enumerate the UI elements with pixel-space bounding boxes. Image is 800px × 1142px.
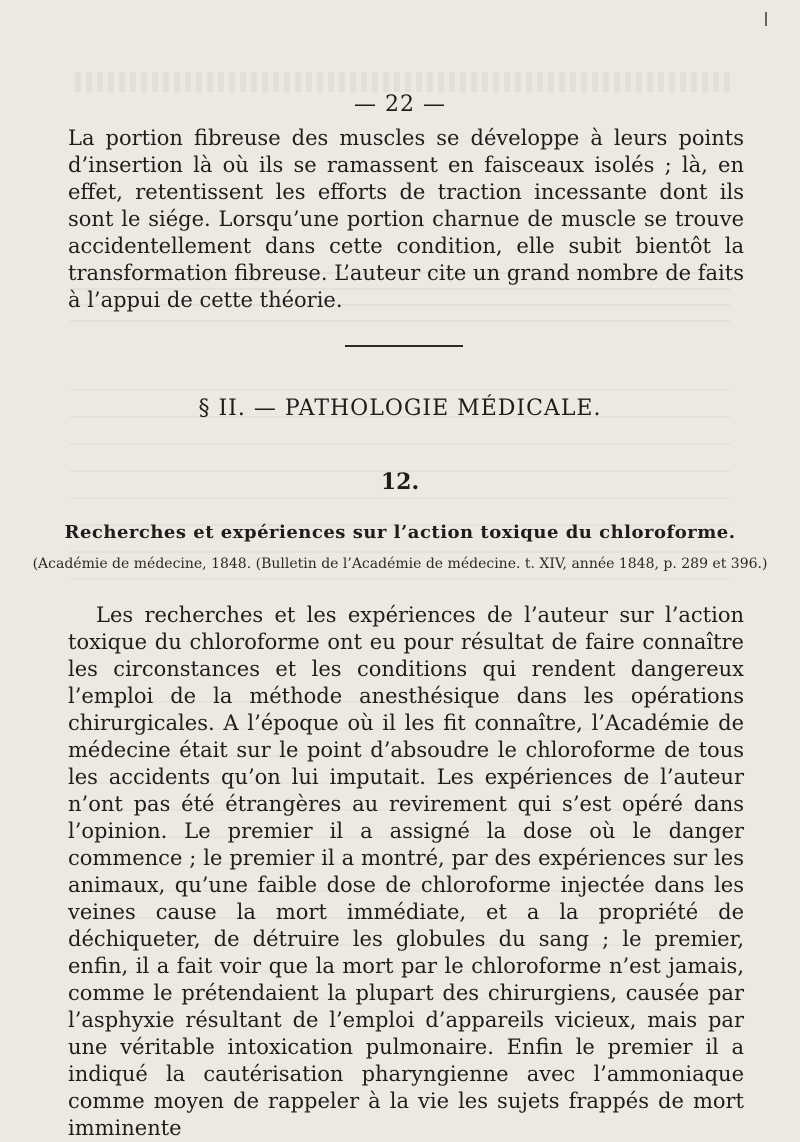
citation: (Académie de médecine, 1848. (Bulletin de l’Académie de médecine. t. XIV, année 1848, p. 289 et 396.)	[32, 556, 768, 572]
show-through-texture	[70, 72, 730, 92]
item-title: Recherches et expériences sur l’action toxique du chloroforme.	[64, 522, 736, 543]
section-heading: § II. — PATHOLOGIE MÉDICALE.	[198, 396, 602, 421]
page-edge-mark	[765, 12, 767, 26]
intro-paragraph: La portion fibreuse des muscles se développe à leurs points d’insertion là où ils se ramassent en faisceaux isolés ; là, en effet, retentissent les efforts de traction incessante dont ils sont le siége. Lorsqu’une portion charnue de muscle se trouve accidentellement dans cette condition, elle subit bientôt la transformation fibreuse. L’auteur cite un grand nombre de faits à l’appui de cette théorie.	[68, 126, 744, 312]
page-number: — 22 —	[354, 92, 446, 117]
section-divider	[345, 345, 463, 347]
body-paragraph: Les recherches et les expériences de l’auteur sur l’action toxique du chloroforme ont eu pour résultat de faire connaître les circonstances et les conditions qui rendent dangereux l’emploi de la méthode anesthésique dans les opérations chirurgicales. A l’époque où il les fit connaître, l’Académie de médecine était sur le point d’absoudre le chloroforme de tous les accidents qu’on lui imputait. Les expériences de l’auteur n’ont pas été étrangères au revirement qui s’est opéré dans l’opinion. Le premier il a assigné la dose où le danger commence ; le premier il a montré, par des expériences sur les animaux, qu’une faible dose de chloroforme injectée dans les veines cause la mort immédiate, et a la propriété de déchiqueter, de détruire les globules du sang ; le premier, enfin, il a fait voir que la mort par le chloroforme n’est jamais, comme le prétendaient la plupart des chirurgiens, causée par l’asphyxie résultant de l’emploi d’appareils vicieux, mais par une véritable intoxication pulmonaire. Enfin le premier il a indiqué la cautérisation pharyngienne avec l’ammoniaque comme moyen de rappeler à la vie les sujets frappés de mort imminente	[68, 603, 744, 1140]
item-number: 12.	[380, 469, 420, 495]
